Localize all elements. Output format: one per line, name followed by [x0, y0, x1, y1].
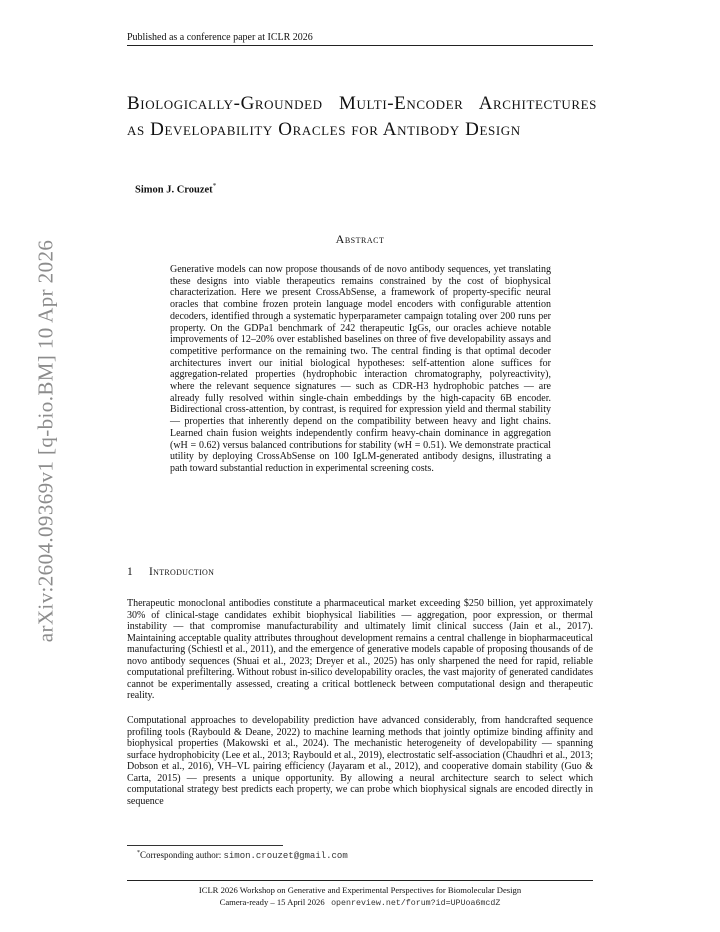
intro-paragraph-2: Computational approaches to developability prediction have advanced considerably, from handcrafted sequence profiling tools (Raybould & Deane, 2022) to machine learning methods that jointly optimize binding affinity and biophysical properties (Makowski et al., 2024). The mechanistic heterogeneity of developability — spanning surface hydrophobicity (Lee et al., 2013; Raybould et al., 2019), electrostatic self-association (Chaudhri et al., 2013; Dobson et al., 2016), VH–VL pairing efficiency (Jayaram et al., 2012), and cooperative domain stability (Guo & Carta, 2015) — presents a unique opportunity. By allowing a neural architecture search to select which computational strategy best predicts each property, we can probe which biophysical signals are encoded directly in sequence	[127, 715, 593, 807]
author-footnote-mark[interactable]: *	[212, 182, 217, 190]
footnote-email-link[interactable]: simon.crouzet@gmail.com	[223, 851, 348, 861]
footnote	[137, 850, 348, 861]
footnote-rule	[127, 845, 283, 846]
footer-date: Camera-ready – 15 April 2026	[219, 897, 325, 907]
section-number: 1	[127, 566, 134, 578]
author	[135, 182, 216, 196]
section-title: Introduction	[149, 566, 215, 578]
author-name: Simon J. Crouzet	[135, 184, 213, 196]
footer-venue: ICLR 2026 Workshop on Generative and Experimental Perspectives for Biomolecular Design	[198, 885, 522, 895]
footnote-mark: *	[137, 850, 140, 856]
footer-rule	[127, 880, 593, 881]
footnote-label: Corresponding author:	[140, 850, 224, 860]
section-heading	[127, 566, 214, 578]
header-rule	[127, 45, 593, 46]
abstract-heading: Abstract	[335, 232, 385, 246]
arxiv-identifier[interactable]	[28, 241, 64, 641]
arxiv-identifier-text: arXiv:2604.09369v1 [q-bio.BM] 10 Apr 2026	[33, 239, 58, 643]
footer-camera-ready	[127, 897, 593, 908]
intro-paragraph-1: Therapeutic monoclonal antibodies constitute a pharmaceutical market exceeding $250 billion, yet approximately 30% of clinical-stage candidates exhibit biophysical liabilities — aggregation, poor expression, or thermal instability — that compromise manufacturability and ultimately limit clinical success (Jain et al., 2017). Maintaining acceptable quality attributes throughout development remains a central challenge in biopharmaceutical manufacturing (Schiestl et al., 2011), and the emergence of generative models capable of proposing thousands of de novo antibody sequences (Shuai et al., 2023; Dreyer et al., 2025) has only sharpened the need for rapid, reliable computational prefiltering. Without robust in-silico developability oracles, the vast majority of generated candidates cannot be experimentally assessed, creating a critical bottleneck between computational design and therapeutic reality.	[127, 598, 593, 702]
footer-openreview-link[interactable]: openreview.net/forum?id=UPUoa6mcdZ	[331, 899, 501, 908]
running-header: Published as a conference paper at ICLR 2026	[127, 32, 313, 43]
abstract-text: Generative models can now propose thousands of de novo antibody sequences, yet translating these designs into viable therapeutics remains constrained by the cost of biophysical characterization. Here we present CrossAbSense, a framework of property-specific neural oracles that combine frozen protein language model encoders with configurable attention decoders, identified through a systematic hyperparameter campaign totaling over 200 runs per property. On the GDPa1 benchmark of 242 therapeutic IgGs, our oracles achieve notable improvements of 12–20% over established baselines on three of five developability assays and competitive performance on the remaining two. The central finding is that optimal decoder architectures invert our initial biological hypotheses: self-attention alone suffices for aggregation-related properties (hydrophobic interaction chromatography, polyreactivity), where the relevant sequence signatures — such as CDR-H3 hydrophobic patches — are already fully resolved within single-chain embeddings by the high-capacity 6B encoder. Bidirectional cross-attention, by contrast, is required for expression yield and thermal stability — properties that inherently depend on the compatibility between heavy and light chains. Learned chain fusion weights independently confirm heavy-chain dominance in aggregation (wH = 0.62) versus balanced contributions for stability (wH = 0.51). We demonstrate practical utility by deploying CrossAbSense on 100 IgLM-generated antibody designs, illustrating a path toward substantial reduction in experimental screening costs.	[170, 264, 551, 474]
paper-title: Biologically-Grounded Multi-Encoder Architectures as Developability Oracles for Antibody Design	[127, 93, 597, 140]
